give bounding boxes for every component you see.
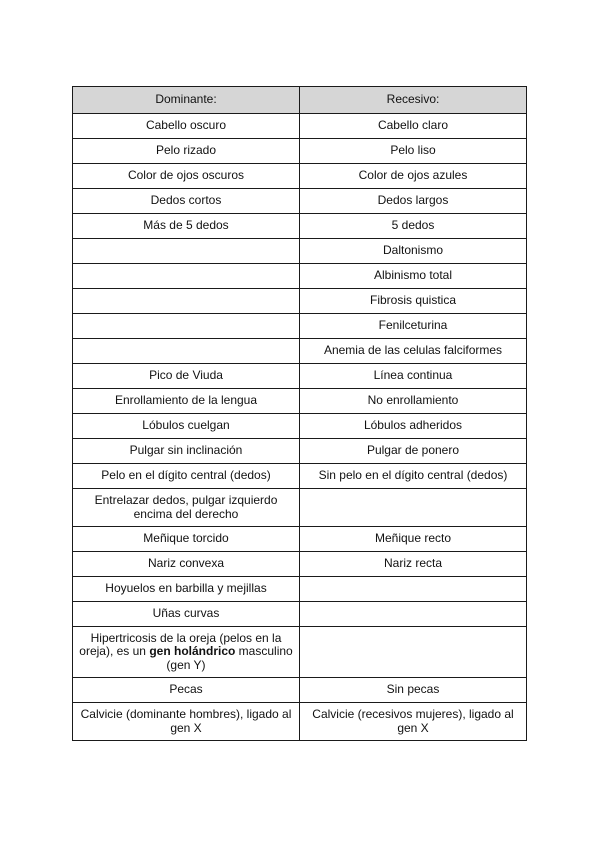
recessive-cell <box>300 627 527 678</box>
hypertrichosis-text-post: masculino (gen Y) <box>166 644 293 672</box>
dominant-cell <box>73 314 300 339</box>
recessive-cell: No enrollamiento <box>300 389 527 414</box>
dominant-cell: Pecas <box>73 678 300 703</box>
recessive-cell <box>300 577 527 602</box>
recessive-cell: Lóbulos adheridos <box>300 414 527 439</box>
table-row <box>73 264 527 289</box>
dominant-cell: Hoyuelos en barbilla y mejillas <box>73 577 300 602</box>
dominant-cell: Pelo en el dígito central (dedos) <box>73 464 300 489</box>
recessive-cell: Fibrosis quistica <box>300 289 527 314</box>
table-row <box>73 314 527 339</box>
table-row <box>73 189 527 214</box>
table-row <box>73 389 527 414</box>
header-dominant: Dominante: <box>73 87 300 114</box>
dominant-cell <box>73 339 300 364</box>
recessive-cell: Cabello claro <box>300 114 527 139</box>
table-row <box>73 414 527 439</box>
table-row <box>73 552 527 577</box>
table-header-row <box>73 87 527 114</box>
table-row <box>73 164 527 189</box>
table-row <box>73 464 527 489</box>
recessive-cell <box>300 489 527 527</box>
header-recessive: Recesivo: <box>300 87 527 114</box>
recessive-cell: Sin pecas <box>300 678 527 703</box>
dominant-cell: Calvicie (dominante hombres), ligado al gen X <box>73 703 300 741</box>
dominant-cell-hypertrichosis <box>73 627 300 678</box>
table-row <box>73 114 527 139</box>
recessive-cell: Albinismo total <box>300 264 527 289</box>
table-row <box>73 214 527 239</box>
recessive-cell: 5 dedos <box>300 214 527 239</box>
dominant-cell: Pelo rizado <box>73 139 300 164</box>
recessive-cell: Daltonismo <box>300 239 527 264</box>
table-row <box>73 289 527 314</box>
table-row <box>73 239 527 264</box>
recessive-cell: Meñique recto <box>300 527 527 552</box>
dominant-cell: Pico de Viuda <box>73 364 300 389</box>
table-row <box>73 139 527 164</box>
table-row <box>73 703 527 741</box>
dominant-cell: Nariz convexa <box>73 552 300 577</box>
recessive-cell: Nariz recta <box>300 552 527 577</box>
table-row <box>73 602 527 627</box>
table-row <box>73 627 527 678</box>
recessive-cell: Línea continua <box>300 364 527 389</box>
table-row <box>73 678 527 703</box>
recessive-cell: Anemia de las celulas falciformes <box>300 339 527 364</box>
dominant-cell: Lóbulos cuelgan <box>73 414 300 439</box>
dominant-cell: Color de ojos oscuros <box>73 164 300 189</box>
recessive-cell <box>300 602 527 627</box>
recessive-cell: Pelo liso <box>300 139 527 164</box>
dominant-cell <box>73 264 300 289</box>
dominant-cell: Meñique torcido <box>73 527 300 552</box>
recessive-cell: Sin pelo en el dígito central (dedos) <box>300 464 527 489</box>
dominant-cell: Más de 5 dedos <box>73 214 300 239</box>
recessive-cell: Calvicie (recesivos mujeres), ligado al gen X <box>300 703 527 741</box>
dominant-cell: Cabello oscuro <box>73 114 300 139</box>
dominant-recessive-table <box>72 86 527 741</box>
recessive-cell: Pulgar de ponero <box>300 439 527 464</box>
table-row <box>73 439 527 464</box>
table-row <box>73 527 527 552</box>
table-row <box>73 364 527 389</box>
dominant-cell: Uñas curvas <box>73 602 300 627</box>
recessive-cell: Fenilceturina <box>300 314 527 339</box>
hypertrichosis-text-bold: gen holándrico <box>149 644 236 659</box>
dominant-cell: Enrollamiento de la lengua <box>73 389 300 414</box>
table-row <box>73 339 527 364</box>
dominant-cell <box>73 289 300 314</box>
dominant-cell: Dedos cortos <box>73 189 300 214</box>
dominant-cell: Entrelazar dedos, pulgar izquierdo encima del derecho <box>73 489 300 527</box>
recessive-cell: Color de ojos azules <box>300 164 527 189</box>
dominant-cell: Pulgar sin inclinación <box>73 439 300 464</box>
dominant-cell <box>73 239 300 264</box>
table-row <box>73 577 527 602</box>
hypertrichosis-text-pre: Hipertricosis de la oreja (pelos en la oreja), es un <box>79 630 282 659</box>
table-row <box>73 489 527 527</box>
recessive-cell: Dedos largos <box>300 189 527 214</box>
